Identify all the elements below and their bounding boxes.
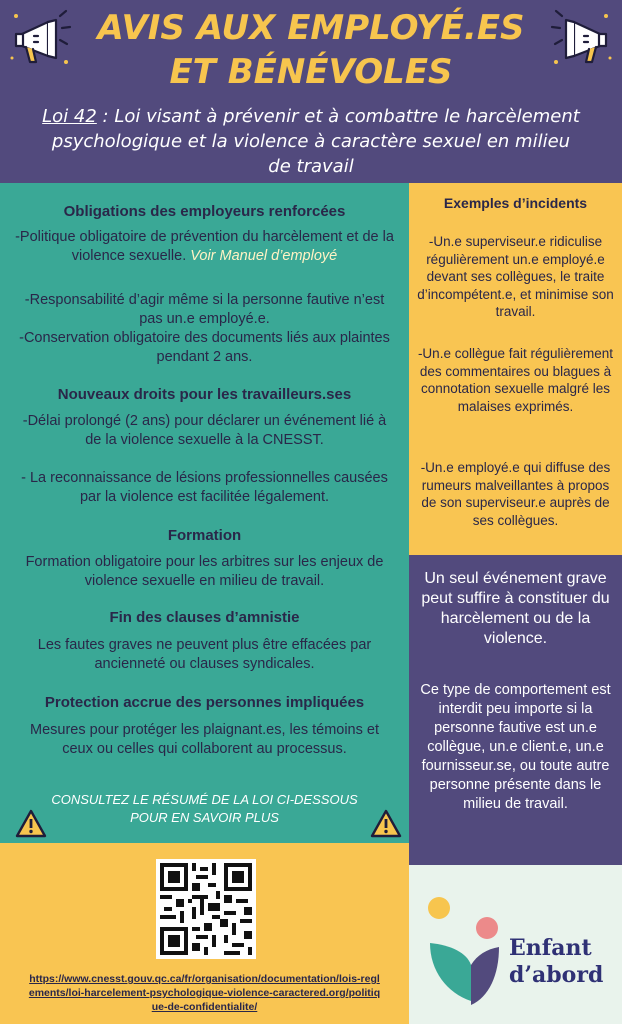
manual-note: Voir Manuel d’employé	[190, 248, 338, 264]
consult-line-2: POUR EN SAVOIR PLUS	[130, 810, 279, 825]
amnesty-item: Les fautes graves ne peuvent plus être effacées par ancienneté ou clauses syndicales.	[37, 637, 372, 672]
section-heading-rights: Nouveaux droits pour les travailleurs.ses	[57, 386, 352, 403]
single-event-note: Un seul événement grave peut suffire à constituer du harcèlement ou de la violence.	[421, 570, 610, 647]
obligation-text: -Politique obligatoire de prévention du harcèlement et de la violence sexuelle.	[15, 229, 394, 264]
section-heading-protection: Protection accrue des personnes impliquées	[44, 694, 365, 711]
section-heading-obligations: Obligations des employeurs renforcées	[63, 203, 346, 220]
warning-icon	[15, 809, 47, 839]
cnesst-link[interactable]: https://www.cnesst.gouv.qc.ca/fr/organisation/documentation/lois-reglements/loi-harcelement-psychologique-violence-caractered.org/politique-de-confidentialite/	[28, 973, 381, 1013]
section-heading-amnesty: Fin des clauses d’amnistie	[109, 609, 300, 626]
logo-panel	[409, 865, 622, 1024]
protection-item: Mesures pour protéger les plaignant.es, les témoins et ceux ou celles qui collaborent au processus.	[30, 722, 379, 757]
title-line-2: ET BÉNÉVOLES	[169, 52, 453, 92]
example-item: -Un.e collègue fait régulièrement des commentaires ou blagues à connotation sexuelle malgré les malaises exprimés.	[417, 346, 614, 414]
obligation-item: -Conservation obligatoire des documents liés aux plaintes pendant 2 ans.	[19, 330, 390, 365]
consult-summary-note	[20, 791, 389, 827]
consult-line-1: CONSULTEZ LE RÉSUMÉ DE LA LOI CI-DESSOUS	[51, 792, 358, 807]
logo-line-2: d’abord	[509, 962, 604, 988]
logo-wordmark	[509, 935, 619, 989]
obligation-item: -Responsabilité d’agir même si la personne fautive n’est pas un.e employé.e.	[24, 292, 385, 327]
example-item: -Un.e employé.e qui diffuse des rumeurs malveillantes à propos de son superviseur.e auprès de ses collègues.	[420, 460, 611, 528]
law-reference: Loi 42	[42, 106, 97, 127]
main-obligations-panel	[0, 183, 409, 843]
rights-item: - La reconnaissance de lésions professionnelles causées par la violence est facilitée légalement.	[21, 470, 388, 505]
section-heading-training: Formation	[167, 527, 242, 544]
law-description: : Loi visant à prévenir et à combattre le harcèlement psychologique et la violence à caractère sexuel en milieu de travail	[51, 106, 580, 177]
warning-icon	[370, 809, 402, 839]
header-banner	[0, 0, 622, 183]
rights-item: -Délai prolongé (2 ans) pour déclarer un événement lié à de la violence sexuelle à la CNESST.	[22, 413, 387, 448]
law-subtitle	[40, 104, 582, 179]
examples-panel	[409, 183, 622, 555]
footer-qr-panel	[0, 843, 409, 1024]
title-line-1: AVIS AUX EMPLOYÉ.ES	[97, 8, 525, 48]
obligation-item	[14, 228, 395, 266]
logo-line-1: Enfant	[509, 935, 592, 961]
enfant-dabord-logo-icon	[427, 895, 507, 1010]
qr-code[interactable]	[156, 859, 256, 959]
side-info-panel	[409, 555, 622, 865]
page-title	[0, 6, 622, 94]
training-item: Formation obligatoire pour les arbitres sur les enjeux de violence sexuelle en milieu de travail.	[25, 554, 384, 589]
examples-title: Exemples d’incidents	[443, 195, 588, 211]
example-item: -Un.e superviseur.e ridiculise régulièrement un.e employé.e devant ses collègues, le traite d’incompétent.e, et minimise son travail.	[417, 234, 614, 319]
behaviour-note: Ce type de comportement est interdit peu importe si la personne fautive est un.e collègue, un.e client.e, un.e fournisseur.se, ou toute autre personne présente dans le milieu de travail.	[420, 682, 611, 812]
